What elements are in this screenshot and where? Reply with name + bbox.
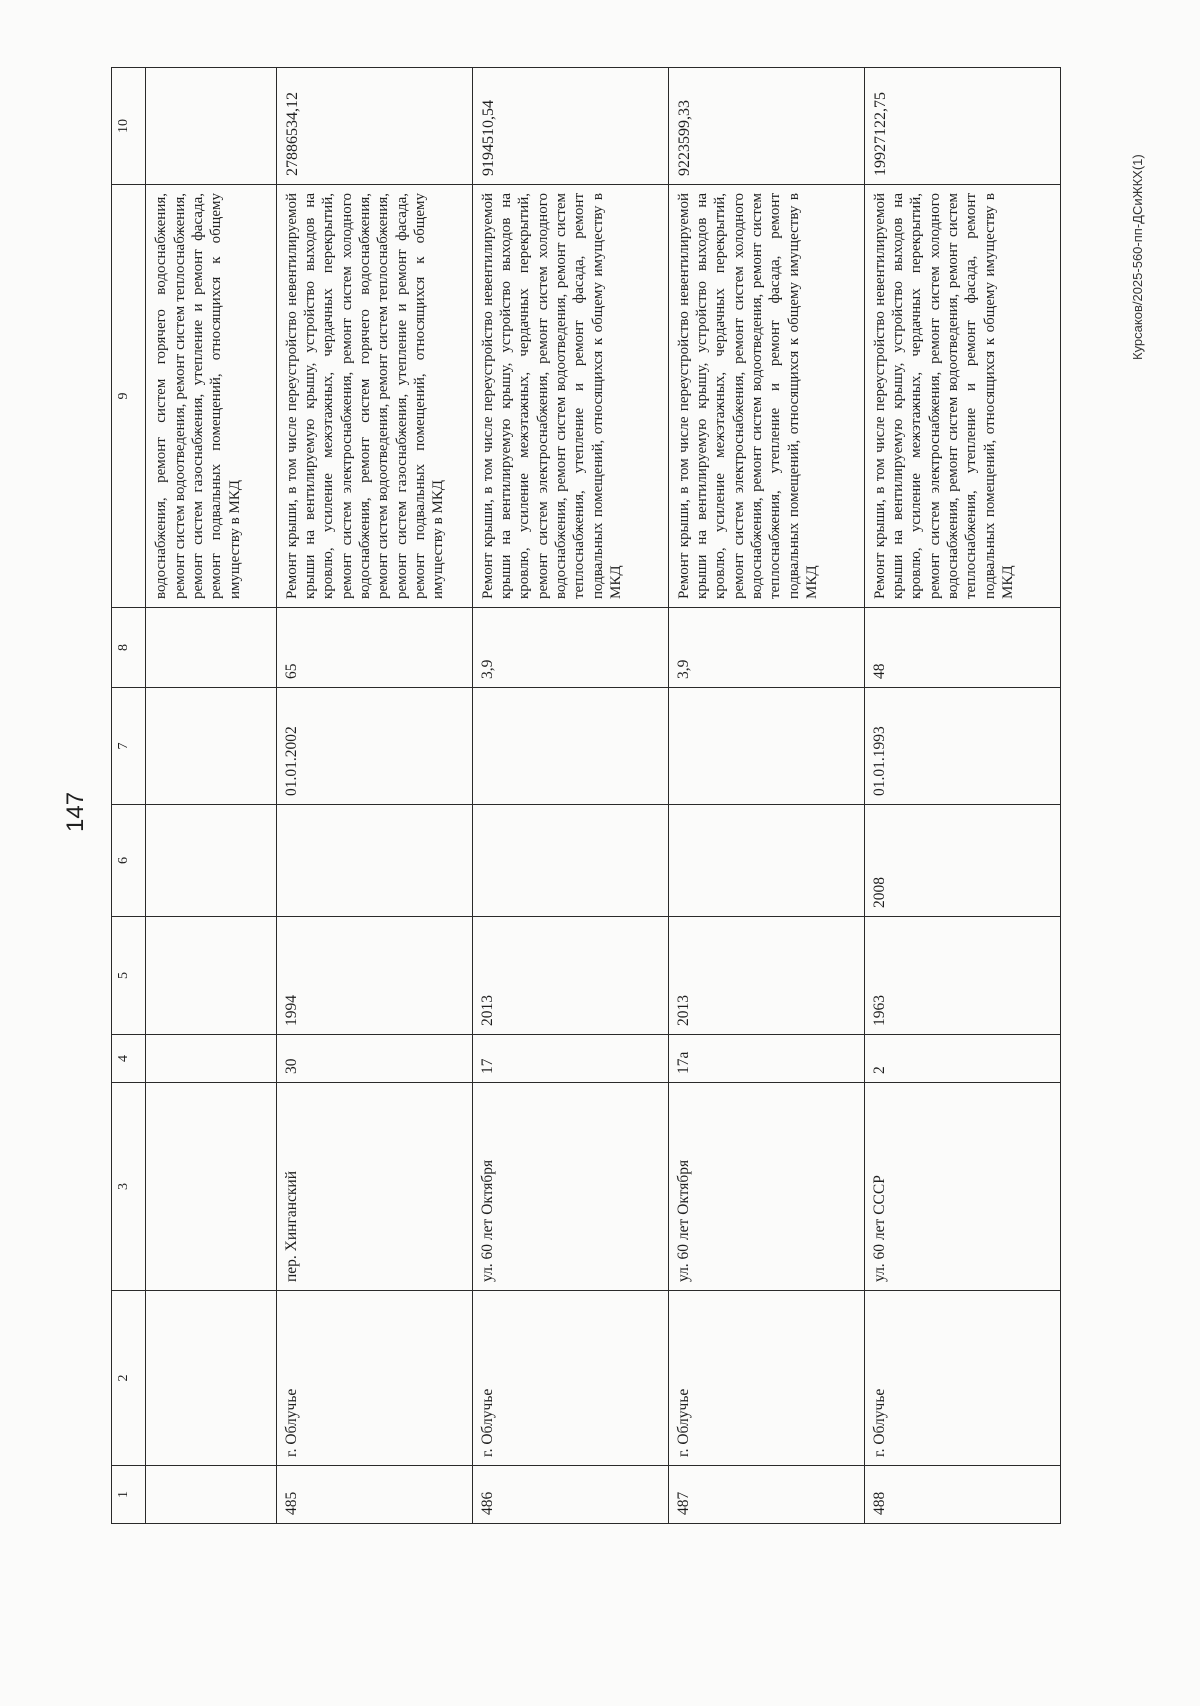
- header-row: [112, 68, 146, 1524]
- header-cell: 10: [112, 68, 146, 185]
- date-cell: 01.01.1993: [864, 688, 1060, 805]
- table-container: [111, 68, 1061, 1524]
- row-number: 487: [668, 1466, 864, 1524]
- works-cell: Ремонт крыши, в том числе переустройство невентилируемой крыши на вентилируемую крышу, устройство выходов на кровлю, усиление межэтажных, чердачных перекрытий, ремонт систем электроснабжения, ремонт систем холодного водоснабжения, ремонт систем водоотведения, ремонт систем теплоснабжения, утепление и ремонт фасада, ремонт подвальных помещений, относящихся к общему имуществу в МКД: [864, 185, 1060, 608]
- empty-cell: [146, 1466, 276, 1524]
- empty-cell: [146, 688, 276, 805]
- header-cell: 4: [112, 1035, 146, 1083]
- works-cell: Ремонт крыши, в том числе переустройство невентилируемой крыши на вентилируемую крышу, устройство выходов на кровлю, усиление межэтажных, чердачных перекрытий, ремонт систем электроснабжения, ремонт систем холодного водоснабжения, ремонт систем водоотведения, ремонт систем теплоснабжения, утепление и ремонт фасада, ремонт подвальных помещений, относящихся к общему имуществу в МКД: [472, 185, 668, 608]
- row-number: 488: [864, 1466, 1060, 1524]
- header-cell: 3: [112, 1083, 146, 1291]
- wear-cell: 65: [276, 608, 472, 688]
- date-cell: [472, 688, 668, 805]
- header-cell: 9: [112, 185, 146, 608]
- city-cell: г. Облучье: [864, 1291, 1060, 1466]
- year-built-cell: 2013: [668, 917, 864, 1035]
- continuation-row: [146, 68, 276, 1524]
- date-cell: 01.01.2002: [276, 688, 472, 805]
- house-cell: 30: [276, 1035, 472, 1083]
- empty-cell: [146, 805, 276, 917]
- year-built-cell: 1994: [276, 917, 472, 1035]
- table-row: [864, 68, 1060, 1524]
- header-cell: 5: [112, 917, 146, 1035]
- page-number: 147: [62, 791, 89, 832]
- header-cell: 1: [112, 1466, 146, 1524]
- date-cell: [668, 688, 864, 805]
- empty-cell: [146, 917, 276, 1035]
- city-cell: г. Облучье: [668, 1291, 864, 1466]
- works-cell: Ремонт крыши, в том числе переустройство невентилируемой крыши на вентилируемую крышу, устройство выходов на кровлю, усиление межэтажных, чердачных перекрытий, ремонт систем электроснабжения, ремонт систем холодного водоснабжения, ремонт систем горячего водоснабжения, ремонт систем водоотведения, ремонт систем теплоснабжения, ремонт систем газоснабжения, утепление и ремонт фасада, ремонт подвальных помещений, относящихся к общему имуществу в МКД: [276, 185, 472, 608]
- empty-cell: [146, 1083, 276, 1291]
- table-row: [668, 68, 864, 1524]
- col6-cell: 2008: [864, 805, 1060, 917]
- street-cell: ул. 60 лет Октября: [668, 1083, 864, 1291]
- house-cell: 17а: [668, 1035, 864, 1083]
- col6-cell: [668, 805, 864, 917]
- cost-cell: 19927122,75: [864, 68, 1060, 185]
- wear-cell: 3,9: [668, 608, 864, 688]
- housing-repair-table: [111, 67, 1061, 1524]
- wear-cell: 48: [864, 608, 1060, 688]
- empty-cell: [146, 1035, 276, 1083]
- city-cell: г. Облучье: [276, 1291, 472, 1466]
- header-cell: 2: [112, 1291, 146, 1466]
- wear-cell: 3,9: [472, 608, 668, 688]
- col6-cell: [472, 805, 668, 917]
- house-cell: 2: [864, 1035, 1060, 1083]
- table-row: [472, 68, 668, 1524]
- col6-cell: [276, 805, 472, 917]
- header-cell: 7: [112, 688, 146, 805]
- table-row: [276, 68, 472, 1524]
- row-number: 485: [276, 1466, 472, 1524]
- empty-cell: [146, 608, 276, 688]
- empty-cell: [146, 1291, 276, 1466]
- empty-cell: [146, 68, 276, 185]
- city-cell: г. Облучье: [472, 1291, 668, 1466]
- year-built-cell: 2013: [472, 917, 668, 1035]
- row-number: 486: [472, 1466, 668, 1524]
- cost-cell: 9194510,54: [472, 68, 668, 185]
- works-cell: водоснабжения, ремонт систем горячего водоснабжения, ремонт систем водоотведения, ремонт систем теплоснабжения, ремонт систем газоснабжения, утепление и ремонт фасада, ремонт подвальных помещений, относящихся к общему имуществу в МКД: [146, 185, 276, 608]
- cost-cell: 9223599,33: [668, 68, 864, 185]
- year-built-cell: 1963: [864, 917, 1060, 1035]
- header-cell: 6: [112, 805, 146, 917]
- street-cell: пер. Хинганский: [276, 1083, 472, 1291]
- header-cell: 8: [112, 608, 146, 688]
- street-cell: ул. 60 лет СССР: [864, 1083, 1060, 1291]
- cost-cell: 27886534,12: [276, 68, 472, 185]
- street-cell: ул. 60 лет Октября: [472, 1083, 668, 1291]
- house-cell: 17: [472, 1035, 668, 1083]
- document-reference-text: Курсаков/2025-560-пп-ДСиЖКХ(1): [1130, 154, 1145, 360]
- works-cell: Ремонт крыши, в том числе переустройство невентилируемой крыши на вентилируемую крышу, устройство выходов на кровлю, усиление межэтажных, чердачных перекрытий, ремонт систем электроснабжения, ремонт систем холодного водоснабжения, ремонт систем водоотведения, ремонт систем теплоснабжения, утепление и ремонт фасада, ремонт подвальных помещений, относящихся к общему имуществу в МКД: [668, 185, 864, 608]
